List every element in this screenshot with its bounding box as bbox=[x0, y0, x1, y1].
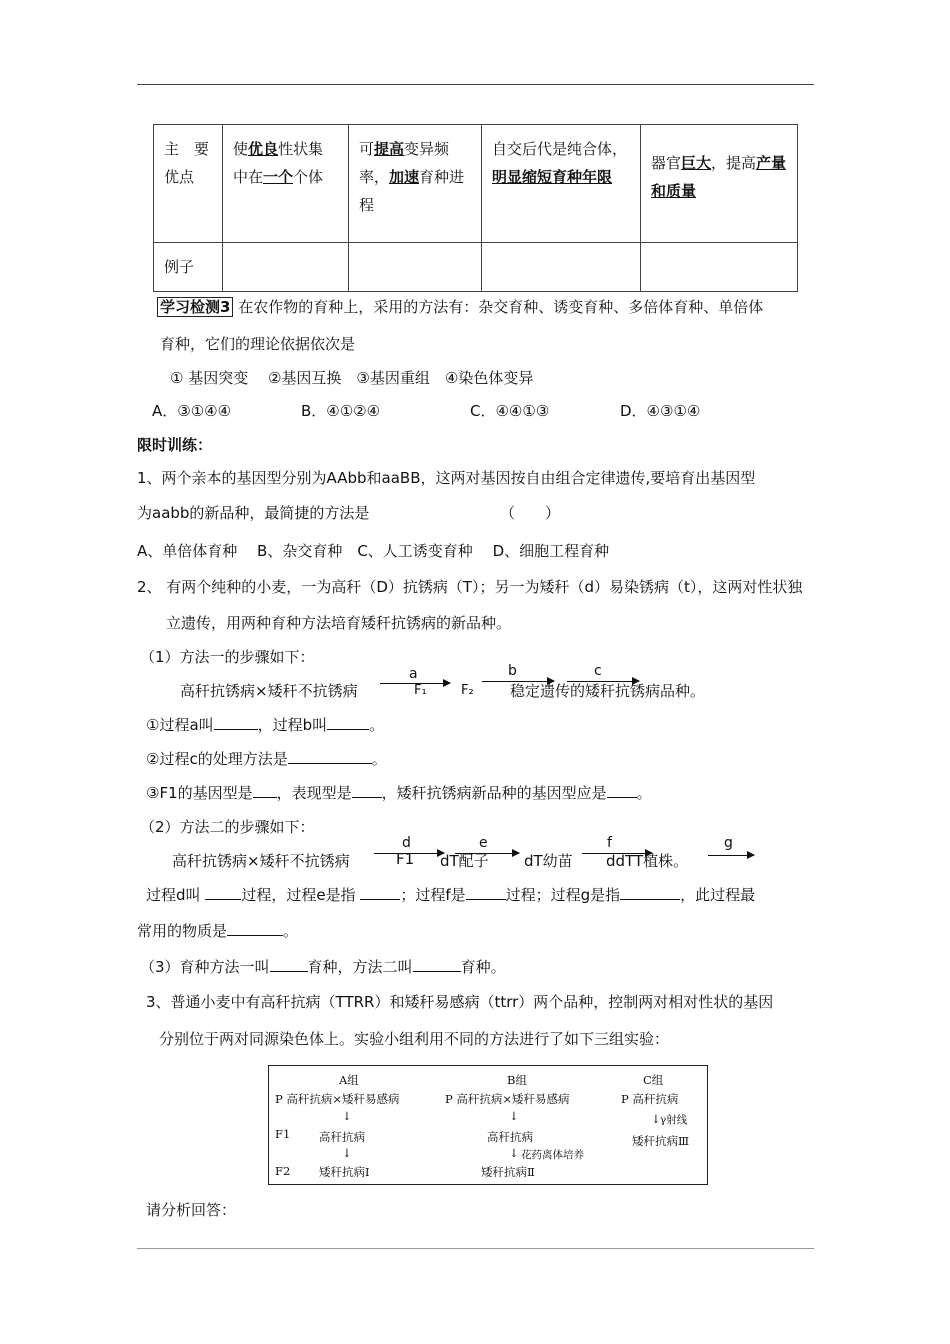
step2: ②过程c的处理方法是 。 bbox=[146, 750, 387, 768]
m1-end: 稳定遗传的矮秆抗锈病品种。 bbox=[510, 682, 706, 700]
blank[interactable] bbox=[466, 885, 506, 900]
table-header-cell: 例子 bbox=[154, 243, 223, 292]
blank[interactable] bbox=[214, 715, 258, 730]
blank[interactable] bbox=[327, 715, 369, 730]
f2-label: F2 bbox=[275, 1164, 291, 1178]
blank[interactable] bbox=[607, 783, 637, 798]
step3: ③F1的基因型是 ，表现型是 ，矮秆抗锈病新品种的基因型应是 。 bbox=[146, 784, 652, 802]
group-a-f1: 高秆抗病 bbox=[319, 1130, 365, 1144]
top-rule bbox=[137, 84, 814, 85]
gamma-ray-note: γ射线 bbox=[660, 1114, 688, 1126]
table-header-cell: 主 要 优点 bbox=[154, 125, 223, 243]
blank[interactable] bbox=[360, 885, 400, 900]
step1: ①过程a叫 ，过程b叫 。 bbox=[146, 716, 385, 734]
check3-label: 学习检测3 bbox=[157, 297, 233, 317]
label-g: g bbox=[724, 835, 733, 851]
group-c-parents: P 高秆抗病 bbox=[621, 1092, 679, 1106]
bottom-rule bbox=[137, 1248, 814, 1249]
group-a-f2: 矮秆抗病Ⅰ bbox=[319, 1165, 370, 1179]
section-title: 限时训练： bbox=[137, 436, 213, 454]
check3-line1: 学习检测3 在农作物的育种上，采用的方法有：杂交育种、诱变育种、多倍体育种、单倍体 bbox=[157, 296, 763, 317]
table-cell bbox=[641, 243, 798, 292]
table-cell bbox=[482, 243, 641, 292]
m1-f2: F₂ bbox=[461, 683, 474, 698]
q2-method2-title: （2）方法二的步骤如下： bbox=[140, 818, 315, 836]
table-cell bbox=[349, 243, 482, 292]
table-row bbox=[154, 125, 798, 243]
m2-start: 高秆抗锈病×矮秆不抗锈病 bbox=[172, 852, 350, 870]
group-a-parents: P 高秆抗病×矮秆易感病 bbox=[275, 1092, 400, 1106]
q3-line2: 分别位于两对同源染色体上。实验小组利用不同的方法进行了如下三组实验： bbox=[159, 1030, 670, 1048]
label-a: a bbox=[409, 666, 418, 682]
label-b: b bbox=[508, 663, 517, 679]
blank[interactable] bbox=[205, 885, 241, 900]
m2-dt-seedling: dT幼苗 bbox=[524, 852, 573, 870]
down-arrow: ↓ bbox=[651, 1112, 661, 1126]
down-arrow: ↓ bbox=[509, 1146, 519, 1160]
group-a-title: A组 bbox=[339, 1073, 359, 1087]
breeding-table bbox=[153, 124, 798, 292]
blank[interactable] bbox=[253, 783, 277, 798]
process-line2: 常用的物质是 。 bbox=[137, 922, 299, 940]
group-b-title: B组 bbox=[507, 1073, 527, 1087]
q2-method1-title: （1）方法一的步骤如下： bbox=[140, 648, 315, 666]
q1-paren: （ ） bbox=[500, 504, 561, 522]
m1-f1: F₁ bbox=[414, 683, 427, 698]
blank[interactable] bbox=[620, 885, 680, 900]
check3-option-b: B．④①②④ bbox=[301, 402, 381, 420]
q3-prompt: 请分析回答： bbox=[146, 1201, 237, 1219]
check3-line2: 育种，它们的理论依据依次是 bbox=[160, 335, 356, 353]
down-arrow: ↓ bbox=[342, 1146, 352, 1160]
f1-label: F1 bbox=[275, 1127, 291, 1141]
blank[interactable] bbox=[270, 957, 308, 972]
blank[interactable] bbox=[413, 957, 461, 972]
group-b-result: 矮秆抗病Ⅱ bbox=[481, 1165, 535, 1179]
blank[interactable] bbox=[288, 749, 372, 764]
arrow-g bbox=[708, 855, 754, 856]
check3-option-a: A．③①④④ bbox=[152, 402, 232, 420]
down-arrow: ↓ bbox=[509, 1109, 519, 1123]
table-cell: 自交后代是纯合体，明显缩短育种年限 bbox=[482, 125, 641, 243]
group-c-result: 矮秆抗病Ⅲ bbox=[632, 1134, 690, 1148]
label-d: d bbox=[402, 835, 411, 851]
q2-line2: 立遗传，用两种育种方法培育矮秆抗锈病的新品种。 bbox=[166, 614, 512, 632]
process-line: 过程d叫 过程，过程e是指 ；过程f是 过程；过程g是指 ，此过程最 bbox=[146, 886, 756, 904]
m2-ddtt: ddTT植株。 bbox=[606, 852, 689, 870]
down-arrow: ↓ bbox=[342, 1109, 352, 1123]
experiment-figure bbox=[268, 1065, 708, 1185]
table-cell: 可提高变异频率，加速育种进程 bbox=[349, 125, 482, 243]
group-c-title: C组 bbox=[643, 1073, 664, 1087]
check3-option-c: C．④④①③ bbox=[470, 402, 550, 420]
table-row bbox=[154, 243, 798, 292]
m2-dt-gamete: dT配子 bbox=[440, 852, 489, 870]
label-c: c bbox=[594, 663, 602, 679]
check3-items: ① 基因突变 ②基因互换 ③基因重组 ④染色体变异 bbox=[170, 369, 534, 387]
q3-line1: 3、普通小麦中有高秆抗病（TTRR）和矮秆易感病（ttrr）两个品种，控制两对相对性状的基因 bbox=[146, 993, 774, 1011]
table-cell bbox=[223, 243, 349, 292]
table-cell: 使优良性状集中在一个个体 bbox=[223, 125, 349, 243]
method3-line: （3）育种方法一叫 育种，方法二叫 育种。 bbox=[140, 958, 506, 976]
table-cell: 器官巨大，提高产量和质量 bbox=[641, 125, 798, 243]
label-e: e bbox=[479, 835, 488, 851]
blank[interactable] bbox=[227, 921, 283, 936]
label-f: f bbox=[607, 835, 612, 851]
m2-f1: F1 bbox=[396, 850, 415, 868]
check3-option-d: D．④③①④ bbox=[620, 402, 701, 420]
blank[interactable] bbox=[352, 783, 382, 798]
group-b-parents: P 高秆抗病×矮秆易感病 bbox=[445, 1092, 570, 1106]
anther-culture-note: 花药离体培养 bbox=[521, 1149, 584, 1161]
group-b-f1: 高秆抗病 bbox=[487, 1130, 533, 1144]
q1-line2: 为aabb的新品种，最简捷的方法是 bbox=[137, 504, 370, 522]
m1-start: 高秆抗锈病×矮秆不抗锈病 bbox=[180, 682, 358, 700]
q1-options: A、单倍体育种 B、杂交育种 C、人工诱变育种 D、细胞工程育种 bbox=[137, 542, 610, 560]
q2-line1: 2、 有两个纯种的小麦，一为高秆（D）抗锈病（T）；另一为矮秆（d）易染锈病（t），这两对性状独 bbox=[137, 578, 803, 596]
q1-line1: 1、两个亲本的基因型分别为AAbb和aaBB，这两对基因按自由组合定律遗传,要培育出基因型 bbox=[137, 469, 756, 487]
